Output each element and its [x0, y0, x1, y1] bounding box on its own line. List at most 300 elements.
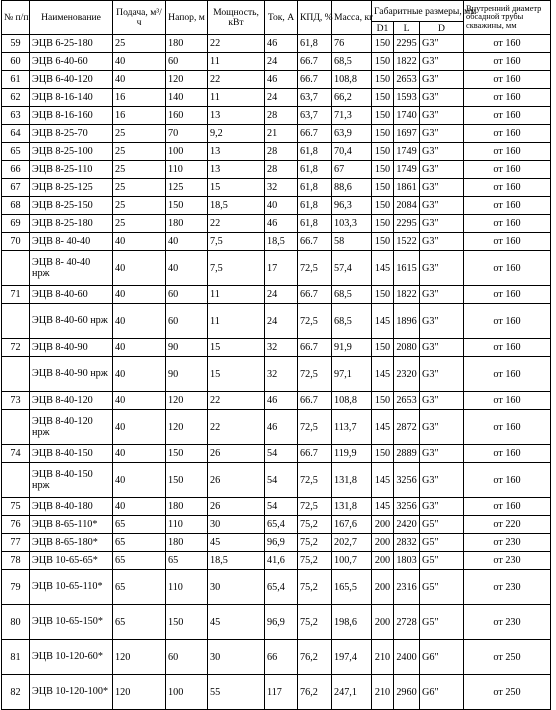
- cell-efficiency: 66.7: [298, 445, 332, 463]
- cell-current: 24: [265, 304, 298, 339]
- header-num: № п/п: [2, 1, 30, 35]
- cell-efficiency: 66.7: [298, 71, 332, 89]
- cell-d: G5": [420, 534, 464, 552]
- cell-l: 2889: [394, 445, 420, 463]
- cell-current: 96,9: [265, 534, 298, 552]
- cell-name: ЭЦВ 8-16-140: [30, 89, 113, 107]
- cell-efficiency: 72,5: [298, 410, 332, 445]
- cell-d1: 150: [372, 161, 394, 179]
- cell-casing: от 160: [464, 392, 551, 410]
- cell-l: 2872: [394, 410, 420, 445]
- cell-d: G3": [420, 197, 464, 215]
- cell-casing: от 250: [464, 640, 551, 675]
- cell-num: 70: [2, 233, 30, 251]
- cell-l: 2080: [394, 339, 420, 357]
- cell-head: 100: [166, 143, 208, 161]
- cell-power: 11: [208, 53, 265, 71]
- cell-flow: 65: [113, 552, 166, 570]
- cell-head: 120: [166, 410, 208, 445]
- cell-mass: 131,8: [332, 498, 372, 516]
- cell-power: 22: [208, 35, 265, 53]
- cell-mass: 68,5: [332, 304, 372, 339]
- cell-l: 2420: [394, 516, 420, 534]
- cell-current: 24: [265, 286, 298, 304]
- cell-efficiency: 63,7: [298, 107, 332, 125]
- cell-d1: 150: [372, 71, 394, 89]
- cell-d: G3": [420, 35, 464, 53]
- cell-power: 11: [208, 286, 265, 304]
- cell-flow: 40: [113, 339, 166, 357]
- cell-mass: 57,4: [332, 251, 372, 286]
- cell-l: 1522: [394, 233, 420, 251]
- cell-num: [2, 357, 30, 392]
- cell-casing: от 160: [464, 339, 551, 357]
- cell-current: 18,5: [265, 233, 298, 251]
- cell-mass: 76: [332, 35, 372, 53]
- cell-l: 1749: [394, 143, 420, 161]
- cell-head: 65: [166, 552, 208, 570]
- cell-casing: от 160: [464, 143, 551, 161]
- cell-l: 2400: [394, 640, 420, 675]
- cell-d1: 200: [372, 605, 394, 640]
- cell-num: 66: [2, 161, 30, 179]
- cell-head: 60: [166, 640, 208, 675]
- cell-current: 46: [265, 71, 298, 89]
- cell-name: ЭЦВ 6-25-180: [30, 35, 113, 53]
- header-dims: Габаритные размеры, мм: [372, 1, 464, 22]
- cell-mass: 88,6: [332, 179, 372, 197]
- cell-d1: 145: [372, 304, 394, 339]
- cell-flow: 25: [113, 161, 166, 179]
- table-row: [2, 498, 551, 516]
- cell-efficiency: 66.7: [298, 53, 332, 71]
- header-l: L: [394, 22, 420, 35]
- cell-num: 60: [2, 53, 30, 71]
- cell-flow: 40: [113, 251, 166, 286]
- cell-efficiency: 72,5: [298, 304, 332, 339]
- cell-power: 13: [208, 161, 265, 179]
- cell-l: 3256: [394, 463, 420, 498]
- cell-mass: 70,4: [332, 143, 372, 161]
- cell-num: 68: [2, 197, 30, 215]
- table-row: [2, 197, 551, 215]
- cell-d1: 150: [372, 179, 394, 197]
- cell-power: 15: [208, 339, 265, 357]
- cell-current: 65,4: [265, 516, 298, 534]
- table-row: [2, 339, 551, 357]
- cell-current: 21: [265, 125, 298, 143]
- table-row: [2, 534, 551, 552]
- cell-d: G3": [420, 445, 464, 463]
- cell-flow: 40: [113, 498, 166, 516]
- cell-num: 71: [2, 286, 30, 304]
- cell-casing: от 160: [464, 197, 551, 215]
- cell-efficiency: 66.7: [298, 286, 332, 304]
- cell-d1: 150: [372, 392, 394, 410]
- cell-power: 26: [208, 463, 265, 498]
- table-row: [2, 71, 551, 89]
- cell-current: 24: [265, 53, 298, 71]
- header-name: Наименование: [30, 1, 113, 35]
- cell-flow: 40: [113, 233, 166, 251]
- cell-mass: 103,3: [332, 215, 372, 233]
- table-row: [2, 552, 551, 570]
- cell-d1: 150: [372, 339, 394, 357]
- cell-head: 150: [166, 605, 208, 640]
- cell-flow: 40: [113, 410, 166, 445]
- cell-casing: от 160: [464, 233, 551, 251]
- table-row: [2, 143, 551, 161]
- cell-name: ЭЦВ 10-120-100*: [30, 675, 113, 710]
- cell-mass: 131,8: [332, 463, 372, 498]
- cell-power: 7,5: [208, 233, 265, 251]
- cell-head: 100: [166, 675, 208, 710]
- cell-mass: 108,8: [332, 71, 372, 89]
- cell-casing: от 160: [464, 286, 551, 304]
- table-row: [2, 215, 551, 233]
- header-casing: Внутренний диаметр обсадной трубы скважины, мм: [464, 1, 551, 35]
- cell-flow: 40: [113, 71, 166, 89]
- table-row: [2, 304, 551, 339]
- cell-name: ЭЦВ 8-40-150 нрж: [30, 463, 113, 498]
- cell-casing: от 160: [464, 89, 551, 107]
- cell-d: G5": [420, 516, 464, 534]
- cell-head: 60: [166, 286, 208, 304]
- cell-name: ЭЦВ 8-25-100: [30, 143, 113, 161]
- cell-flow: 25: [113, 197, 166, 215]
- header-efficiency: КПД, %: [298, 1, 332, 35]
- cell-efficiency: 72,5: [298, 357, 332, 392]
- cell-mass: 97,1: [332, 357, 372, 392]
- cell-current: 24: [265, 89, 298, 107]
- cell-d: G6": [420, 640, 464, 675]
- cell-efficiency: 76,2: [298, 640, 332, 675]
- table-row: [2, 675, 551, 710]
- cell-efficiency: 72,5: [298, 463, 332, 498]
- cell-l: 2832: [394, 534, 420, 552]
- table-row: [2, 445, 551, 463]
- cell-name: ЭЦВ 10-65-65*: [30, 552, 113, 570]
- cell-head: 90: [166, 339, 208, 357]
- cell-current: 28: [265, 107, 298, 125]
- cell-mass: 197,4: [332, 640, 372, 675]
- cell-head: 180: [166, 498, 208, 516]
- cell-head: 150: [166, 197, 208, 215]
- cell-casing: от 160: [464, 357, 551, 392]
- cell-flow: 40: [113, 445, 166, 463]
- cell-d1: 200: [372, 552, 394, 570]
- cell-power: 11: [208, 304, 265, 339]
- header-power: Мощность, кВт: [208, 1, 265, 35]
- cell-d1: 150: [372, 35, 394, 53]
- cell-d: G3": [420, 71, 464, 89]
- cell-head: 160: [166, 107, 208, 125]
- cell-name: ЭЦВ 10-65-110*: [30, 570, 113, 605]
- table-row: [2, 89, 551, 107]
- cell-num: 61: [2, 71, 30, 89]
- cell-casing: от 160: [464, 498, 551, 516]
- cell-name: ЭЦВ 8-16-160: [30, 107, 113, 125]
- cell-power: 9,2: [208, 125, 265, 143]
- table-row: [2, 125, 551, 143]
- cell-power: 13: [208, 143, 265, 161]
- cell-name: ЭЦВ 10-65-150*: [30, 605, 113, 640]
- cell-d: G5": [420, 605, 464, 640]
- cell-power: 18,5: [208, 197, 265, 215]
- cell-name: ЭЦВ 8-65-110*: [30, 516, 113, 534]
- cell-num: [2, 463, 30, 498]
- cell-mass: 71,3: [332, 107, 372, 125]
- cell-current: 28: [265, 143, 298, 161]
- cell-efficiency: 66.7: [298, 339, 332, 357]
- cell-d1: 150: [372, 125, 394, 143]
- table-row: [2, 251, 551, 286]
- table-row: [2, 53, 551, 71]
- cell-casing: от 160: [464, 251, 551, 286]
- cell-d: G3": [420, 357, 464, 392]
- cell-efficiency: 66.7: [298, 125, 332, 143]
- cell-casing: от 160: [464, 125, 551, 143]
- cell-power: 22: [208, 392, 265, 410]
- cell-flow: 25: [113, 125, 166, 143]
- cell-efficiency: 66.7: [298, 392, 332, 410]
- cell-efficiency: 66.7: [298, 233, 332, 251]
- table-row: [2, 357, 551, 392]
- cell-num: 77: [2, 534, 30, 552]
- cell-head: 150: [166, 445, 208, 463]
- cell-d: G3": [420, 463, 464, 498]
- cell-mass: 66,2: [332, 89, 372, 107]
- table-row: [2, 570, 551, 605]
- cell-casing: от 230: [464, 534, 551, 552]
- cell-flow: 65: [113, 516, 166, 534]
- cell-flow: 65: [113, 605, 166, 640]
- table-row: [2, 392, 551, 410]
- cell-d: G3": [420, 89, 464, 107]
- cell-l: 2320: [394, 357, 420, 392]
- cell-d1: 145: [372, 357, 394, 392]
- cell-head: 110: [166, 161, 208, 179]
- cell-d: G3": [420, 392, 464, 410]
- cell-d: G3": [420, 339, 464, 357]
- table-row: [2, 605, 551, 640]
- cell-l: 1615: [394, 251, 420, 286]
- cell-head: 110: [166, 516, 208, 534]
- cell-power: 22: [208, 71, 265, 89]
- cell-num: 62: [2, 89, 30, 107]
- cell-efficiency: 75,2: [298, 605, 332, 640]
- cell-name: ЭЦВ 8-25-70: [30, 125, 113, 143]
- cell-head: 180: [166, 35, 208, 53]
- cell-num: [2, 410, 30, 445]
- cell-num: 67: [2, 179, 30, 197]
- cell-efficiency: 75,2: [298, 570, 332, 605]
- cell-name: ЭЦВ 8-25-150: [30, 197, 113, 215]
- cell-current: 32: [265, 179, 298, 197]
- cell-name: ЭЦВ 8-40-180: [30, 498, 113, 516]
- cell-flow: 40: [113, 463, 166, 498]
- header-d1: D1: [372, 22, 394, 35]
- cell-efficiency: 63,7: [298, 89, 332, 107]
- cell-head: 60: [166, 304, 208, 339]
- cell-name: ЭЦВ 8-25-180: [30, 215, 113, 233]
- cell-l: 1749: [394, 161, 420, 179]
- cell-num: 74: [2, 445, 30, 463]
- header-flow: Подача, м³/ч: [113, 1, 166, 35]
- header-d: D: [420, 22, 464, 35]
- cell-efficiency: 72,5: [298, 498, 332, 516]
- cell-d1: 210: [372, 640, 394, 675]
- cell-power: 26: [208, 445, 265, 463]
- cell-casing: от 160: [464, 410, 551, 445]
- cell-d1: 145: [372, 463, 394, 498]
- cell-d: G3": [420, 143, 464, 161]
- cell-casing: от 220: [464, 516, 551, 534]
- cell-num: 69: [2, 215, 30, 233]
- header-current: Ток, А: [265, 1, 298, 35]
- cell-casing: от 160: [464, 215, 551, 233]
- cell-efficiency: 61,8: [298, 215, 332, 233]
- cell-d1: 150: [372, 233, 394, 251]
- cell-current: 96,9: [265, 605, 298, 640]
- cell-casing: от 160: [464, 161, 551, 179]
- cell-num: 63: [2, 107, 30, 125]
- cell-power: 15: [208, 179, 265, 197]
- cell-d1: 150: [372, 445, 394, 463]
- cell-mass: 202,7: [332, 534, 372, 552]
- cell-casing: от 160: [464, 53, 551, 71]
- cell-d: G3": [420, 179, 464, 197]
- header-row: [2, 1, 551, 22]
- cell-l: 1861: [394, 179, 420, 197]
- cell-head: 40: [166, 251, 208, 286]
- cell-current: 46: [265, 392, 298, 410]
- cell-num: 81: [2, 640, 30, 675]
- cell-head: 70: [166, 125, 208, 143]
- cell-num: 78: [2, 552, 30, 570]
- cell-efficiency: 61,8: [298, 143, 332, 161]
- table-row: [2, 516, 551, 534]
- cell-d: G3": [420, 215, 464, 233]
- cell-l: 2653: [394, 392, 420, 410]
- cell-name: ЭЦВ 8-40-120 нрж: [30, 410, 113, 445]
- cell-head: 110: [166, 570, 208, 605]
- cell-d: G3": [420, 107, 464, 125]
- cell-casing: от 160: [464, 445, 551, 463]
- cell-d: G3": [420, 53, 464, 71]
- cell-d1: 150: [372, 286, 394, 304]
- cell-current: 17: [265, 251, 298, 286]
- cell-current: 46: [265, 215, 298, 233]
- cell-name: ЭЦВ 10-120-60*: [30, 640, 113, 675]
- cell-d: G3": [420, 410, 464, 445]
- cell-mass: 68,5: [332, 53, 372, 71]
- cell-head: 140: [166, 89, 208, 107]
- cell-casing: от 230: [464, 570, 551, 605]
- cell-current: 117: [265, 675, 298, 710]
- cell-mass: 68,5: [332, 286, 372, 304]
- table-row: [2, 463, 551, 498]
- cell-power: 18,5: [208, 552, 265, 570]
- cell-mass: 63,9: [332, 125, 372, 143]
- cell-num: [2, 251, 30, 286]
- cell-d: G3": [420, 251, 464, 286]
- cell-head: 125: [166, 179, 208, 197]
- cell-power: 45: [208, 534, 265, 552]
- cell-current: 46: [265, 410, 298, 445]
- cell-mass: 91,9: [332, 339, 372, 357]
- cell-power: 30: [208, 570, 265, 605]
- cell-flow: 25: [113, 215, 166, 233]
- cell-d1: 145: [372, 498, 394, 516]
- cell-l: 1697: [394, 125, 420, 143]
- cell-d: G6": [420, 675, 464, 710]
- cell-power: 13: [208, 107, 265, 125]
- cell-name: ЭЦВ 6-40-60: [30, 53, 113, 71]
- cell-head: 180: [166, 534, 208, 552]
- cell-casing: от 250: [464, 675, 551, 710]
- cell-head: 120: [166, 71, 208, 89]
- cell-efficiency: 61,8: [298, 179, 332, 197]
- cell-name: ЭЦВ 8-40-90 нрж: [30, 357, 113, 392]
- cell-head: 60: [166, 53, 208, 71]
- cell-d1: 200: [372, 516, 394, 534]
- cell-l: 2295: [394, 215, 420, 233]
- cell-mass: 108,8: [332, 392, 372, 410]
- cell-d: G3": [420, 498, 464, 516]
- cell-l: 2295: [394, 35, 420, 53]
- cell-current: 54: [265, 445, 298, 463]
- cell-efficiency: 72,5: [298, 251, 332, 286]
- cell-current: 54: [265, 463, 298, 498]
- cell-current: 66: [265, 640, 298, 675]
- cell-casing: от 160: [464, 304, 551, 339]
- cell-current: 54: [265, 498, 298, 516]
- cell-power: 22: [208, 215, 265, 233]
- cell-num: 64: [2, 125, 30, 143]
- cell-flow: 16: [113, 107, 166, 125]
- cell-d1: 200: [372, 570, 394, 605]
- cell-name: ЭЦВ 6-40-120: [30, 71, 113, 89]
- cell-d1: 145: [372, 410, 394, 445]
- cell-name: ЭЦВ 8- 40-40: [30, 233, 113, 251]
- cell-flow: 40: [113, 392, 166, 410]
- cell-num: 82: [2, 675, 30, 710]
- table-body: [2, 35, 551, 710]
- cell-name: ЭЦВ 8- 40-40 нрж: [30, 251, 113, 286]
- cell-num: 65: [2, 143, 30, 161]
- cell-d1: 200: [372, 534, 394, 552]
- cell-name: ЭЦВ 8-40-60: [30, 286, 113, 304]
- cell-name: ЭЦВ 8-25-125: [30, 179, 113, 197]
- cell-d: G5": [420, 570, 464, 605]
- cell-current: 32: [265, 339, 298, 357]
- cell-flow: 25: [113, 35, 166, 53]
- cell-flow: 16: [113, 89, 166, 107]
- cell-l: 2653: [394, 71, 420, 89]
- cell-flow: 120: [113, 675, 166, 710]
- table-row: [2, 640, 551, 675]
- cell-efficiency: 61,8: [298, 197, 332, 215]
- cell-d1: 150: [372, 143, 394, 161]
- table-row: [2, 107, 551, 125]
- cell-d: G3": [420, 304, 464, 339]
- cell-head: 90: [166, 357, 208, 392]
- cell-name: ЭЦВ 8-40-150: [30, 445, 113, 463]
- cell-efficiency: 75,2: [298, 516, 332, 534]
- cell-mass: 113,7: [332, 410, 372, 445]
- cell-d1: 150: [372, 107, 394, 125]
